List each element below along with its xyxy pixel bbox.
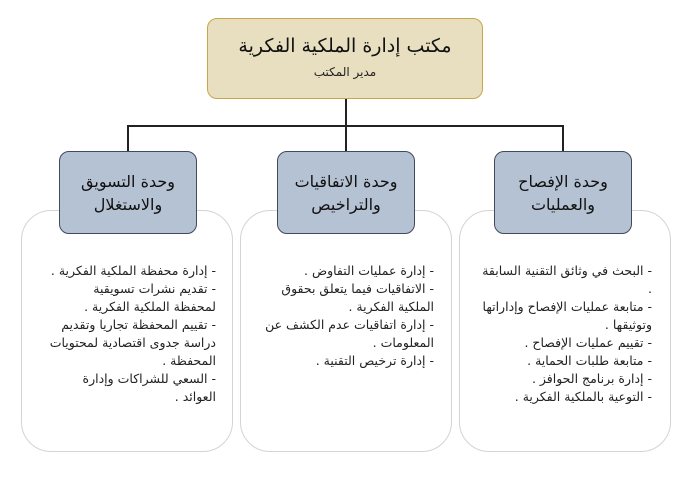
- connector-trunk: [345, 99, 347, 127]
- list-item: - متابعة طلبات الحماية .: [527, 353, 652, 368]
- connector-left-branch: [127, 125, 129, 152]
- director-office-box: [207, 18, 483, 99]
- list-item: - إدارة محفظة الملكية الفكرية .: [50, 263, 216, 278]
- marketing-unit-title: وحدة التسويق والاستغلال: [81, 171, 175, 214]
- disclosure-unit-box: [494, 151, 632, 234]
- agreements-unit-box: [277, 151, 415, 234]
- marketing-unit-tasks: [48, 262, 216, 406]
- list-item: - البحث في وثائق التقنية السابقة .: [482, 263, 652, 296]
- list-item: - متابعة عمليات الإفصاح وإداراتها وتوثيقها .: [482, 299, 652, 332]
- list-item: - الاتفاقيات فيما يتعلق بحقوق الملكية الفكرية .: [281, 281, 434, 314]
- list-item: - السعي للشراكات وإدارة العوائد .: [82, 371, 216, 404]
- list-item: - إدارة عمليات التفاوض .: [304, 263, 434, 278]
- office-manager-label: مدير المكتب: [313, 65, 377, 79]
- list-item: - تقييم المحفظة تجاريا وتقديم دراسة جدوى اقتصادية لمحتويات المحفظة .: [49, 317, 216, 368]
- disclosure-unit-title: وحدة الإفصاح والعمليات: [518, 171, 608, 214]
- list-item: - إدارة اتفاقيات عدم الكشف عن المعلومات .: [265, 317, 434, 350]
- connector-right-branch: [562, 125, 564, 152]
- list-item: - إدارة ترخيص التقنية .: [315, 353, 434, 368]
- marketing-unit-box: [59, 151, 197, 234]
- list-item: - تقديم نشرات تسويقية لمحفظة الملكية الفكرية .: [84, 281, 216, 314]
- list-item: - إدارة برنامج الحوافز .: [531, 371, 652, 386]
- list-item: - تقييم عمليات الإفصاح .: [524, 335, 652, 350]
- disclosure-unit-tasks: [480, 262, 652, 406]
- agreements-unit-tasks: [256, 262, 434, 370]
- list-item: - التوعية بالملكية الفكرية .: [514, 389, 652, 404]
- office-title: مكتب إدارة الملكية الفكرية: [238, 35, 452, 57]
- connector-middle-branch: [345, 125, 347, 152]
- agreements-unit-title: وحدة الاتفاقيات والتراخيص: [294, 171, 398, 214]
